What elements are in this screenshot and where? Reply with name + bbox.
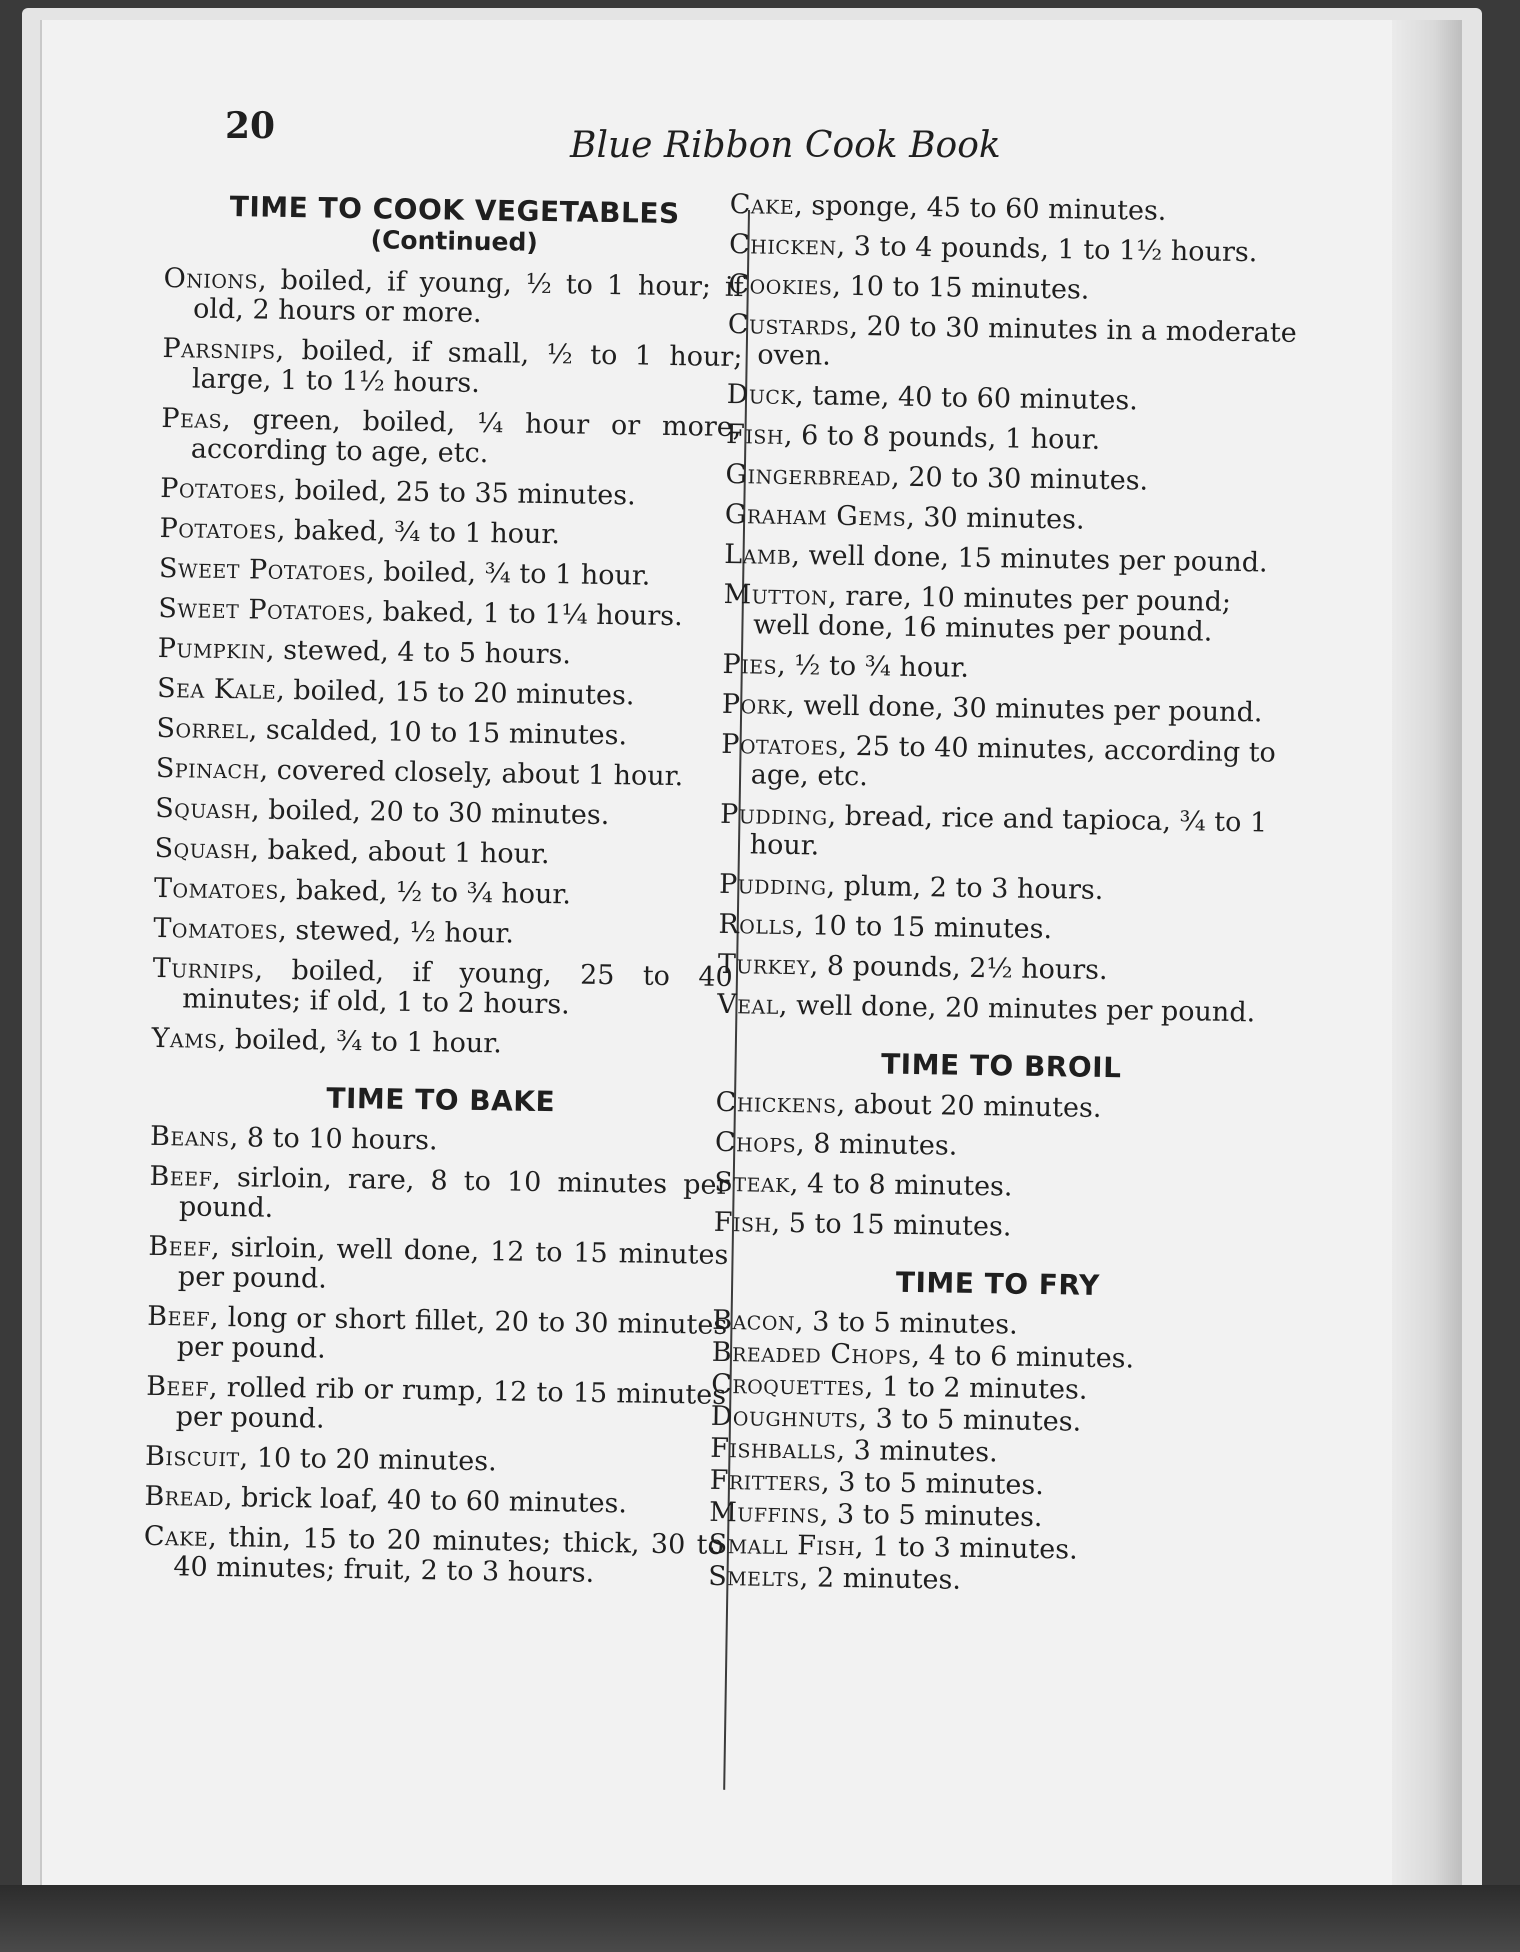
- entry-item-name: Pies: [722, 648, 778, 681]
- page-number: 20: [225, 105, 276, 147]
- entry-item-name: Fish: [713, 1206, 772, 1239]
- entry-item-name: Pumpkin: [157, 632, 267, 666]
- entry-item-name: Tomatoes: [153, 872, 280, 906]
- cooking-time-entry: [717, 990, 1287, 1029]
- entry-item-name: Rolls: [718, 908, 796, 942]
- entry-item-name: Fishballs: [709, 1432, 837, 1466]
- cooking-time-entry: [155, 794, 735, 833]
- entry-item-name: Beef: [145, 1370, 210, 1403]
- entry-item-name: Gingerbread: [725, 458, 892, 493]
- cooking-time-entry: [147, 1302, 728, 1371]
- entry-item-time: , 2 minutes.: [799, 1562, 962, 1596]
- entry-item-name: Graham Gems: [724, 498, 907, 533]
- entry-item-name: Smelts: [707, 1560, 801, 1594]
- entry-item-time: , boiled, 25 to 35 minutes.: [277, 474, 636, 512]
- cooking-time-entry: [163, 264, 744, 333]
- entry-item-name: Parsnips: [162, 332, 276, 366]
- page-header: [225, 105, 1001, 175]
- entry-item-name: Doughnuts: [710, 1400, 859, 1435]
- entry-item-time: , about 20 minutes.: [836, 1088, 1102, 1124]
- page-edge: [1392, 20, 1462, 1885]
- entry-item-name: Bread: [144, 1480, 225, 1514]
- entry-item-time: , sirloin, rare, 8 to 10 minutes per pound.: [178, 1161, 730, 1224]
- entry-item-time: , baked, 1 to 1¼ hours.: [365, 596, 683, 633]
- entry-item-name: Spinach: [155, 752, 260, 786]
- cooking-time-entry: [150, 1122, 730, 1161]
- entry-item-time: , 3 minutes.: [836, 1434, 998, 1469]
- entry-item-name: Cake: [143, 1520, 209, 1553]
- entry-item-name: Beef: [147, 1300, 211, 1333]
- entry-item-time: , 3 to 5 minutes.: [794, 1306, 1018, 1341]
- entry-item-name: Lamb: [724, 538, 792, 572]
- cooking-time-entry: [158, 594, 738, 633]
- entry-item-name: Peas: [161, 402, 223, 435]
- entry-item-time: , stewed, ½ hour.: [278, 914, 515, 950]
- cooking-time-entry: [708, 1562, 1278, 1601]
- cooking-time-entry: [145, 1372, 726, 1441]
- cooking-time-entry: [151, 1024, 731, 1063]
- entry-item-time: , scalded, 10 to 15 minutes.: [248, 714, 628, 752]
- entry-item-time: , well done, 15 minutes per pound.: [791, 540, 1268, 579]
- cooking-time-entry: [160, 474, 740, 513]
- entry-item-name: Pudding: [718, 868, 827, 902]
- entry-item-name: Duck: [726, 378, 796, 412]
- cooking-time-entry: [714, 1168, 1284, 1207]
- entry-item-time: , boiled, if young, 25 to 40 minutes; if old, 1 to 2 hours.: [182, 954, 733, 1021]
- entry-item-time: , 10 to 20 minutes.: [239, 1442, 497, 1478]
- cooking-time-entry: [149, 1162, 730, 1231]
- entry-item-name: Sea Kale: [156, 672, 277, 706]
- cooking-time-entry: [726, 420, 1296, 459]
- entry-item-time: , baked, ¾ to 1 hour.: [276, 514, 561, 551]
- entry-item-name: Chickens: [715, 1086, 837, 1120]
- entry-item-name: Bacon: [711, 1304, 796, 1338]
- entry-item-time: , 20 to 30 minutes in a moderate oven.: [757, 310, 1297, 372]
- entry-item-time: , 8 minutes.: [795, 1128, 958, 1162]
- entry-item-name: Pork: [721, 688, 787, 721]
- cooking-time-entry: [148, 1232, 729, 1301]
- cooking-time-entry: [152, 954, 733, 1023]
- entry-item-name: Yams: [151, 1022, 218, 1055]
- entry-item-time: , stewed, 4 to 5 hours.: [265, 634, 572, 671]
- entry-item-time: , covered closely, about 1 hour.: [259, 754, 684, 793]
- entry-item-time: , boiled, if small, ½ to 1 hour; large, 1 to 1½ hours.: [191, 334, 743, 399]
- entry-item-name: Cookies: [728, 268, 833, 302]
- entry-item-time: , 20 to 30 minutes.: [890, 461, 1149, 497]
- bake-continued-list: [717, 190, 1300, 1029]
- cooking-time-entry: [162, 334, 743, 403]
- entry-item-name: Beef: [148, 1230, 212, 1263]
- entry-item-name: Sorrel: [156, 712, 249, 746]
- fry-heading: TIME TO FRY: [895, 1265, 1101, 1302]
- entry-item-time: , 3 to 5 minutes.: [820, 1466, 1045, 1502]
- cooking-time-entry: [719, 800, 1290, 869]
- entry-item-name: Sweet Potatoes: [158, 552, 367, 588]
- cooking-time-entry: [727, 380, 1297, 419]
- vegetables-subheading: (Continued): [370, 225, 539, 257]
- entry-item-name: Potatoes: [160, 472, 278, 506]
- entry-item-name: Biscuit: [144, 1440, 240, 1474]
- running-title: Blue Ribbon Cook Book: [570, 125, 1001, 166]
- entry-item-time: , sponge, 45 to 60 minutes.: [793, 190, 1167, 227]
- entry-item-time: , rare, 10 minutes per pound; well done, 16 minutes per pound.: [752, 580, 1232, 648]
- entry-item-time: , 4 to 6 minutes.: [911, 1339, 1135, 1375]
- entry-item-name: Potatoes: [721, 728, 839, 762]
- entry-item-time: , bread, rice and tapioca, ¾ to 1 hour.: [749, 800, 1268, 862]
- entry-item-time: , boiled, ¾ to 1 hour.: [217, 1023, 503, 1060]
- entry-item-time: , boiled, if young, ½ to 1 hour; if old, 2 hours or more.: [192, 264, 744, 329]
- entry-item-name: Croquettes: [710, 1368, 866, 1403]
- bake-list: [143, 1122, 730, 1591]
- entry-item-name: Muffins: [708, 1496, 821, 1530]
- entry-item-time: , long or short fillet, 20 to 30 minutes per pound.: [176, 1301, 728, 1365]
- entry-item-time: , boiled, 20 to 30 minutes.: [250, 794, 610, 832]
- entry-item-time: , well done, 30 minutes per pound.: [785, 689, 1263, 729]
- fry-list: [708, 1306, 1282, 1601]
- entry-item-name: Steak: [714, 1166, 791, 1200]
- entry-item-time: , 3 to 5 minutes.: [819, 1498, 1043, 1534]
- cooking-time-entry: [723, 580, 1294, 649]
- entry-item-time: , brick loaf, 40 to 60 minutes.: [223, 1482, 628, 1520]
- entry-item-name: Pudding: [719, 798, 828, 832]
- entry-item-name: Squash: [154, 832, 251, 866]
- entry-item-name: Beans: [149, 1120, 230, 1154]
- cooking-time-entry: [159, 554, 739, 593]
- cooking-time-entry: [715, 1088, 1285, 1127]
- entry-item-time: , sirloin, well done, 12 to 15 minutes per pound.: [177, 1231, 729, 1295]
- entry-item-time: , 8 pounds, 2½ hours.: [809, 950, 1108, 987]
- cooking-time-entry: [144, 1482, 724, 1521]
- cooking-time-entry: [727, 310, 1298, 379]
- entry-item-name: Turkey: [717, 948, 811, 982]
- entry-item-name: Veal: [716, 988, 780, 1021]
- cooking-time-entry: [157, 674, 737, 713]
- entry-item-time: , 4 to 8 minutes.: [789, 1168, 1013, 1203]
- entry-item-time: , plum, 2 to 3 hours.: [826, 870, 1104, 906]
- cooking-time-entry: [719, 870, 1289, 909]
- entry-item-time: , baked, about 1 hour.: [250, 834, 550, 871]
- entry-item-time: , 8 to 10 hours.: [229, 1122, 438, 1157]
- cooking-time-entry: [718, 950, 1288, 989]
- cooking-time-entry: [721, 730, 1292, 799]
- entry-item-name: Tomatoes: [153, 912, 279, 946]
- cooking-time-entry: [156, 754, 736, 793]
- entry-item-name: Custards: [727, 308, 850, 342]
- entry-item-time: , green, boiled, ¼ hour or more, according to age, etc.: [190, 403, 742, 470]
- vegetables-list: [151, 264, 743, 1063]
- scan-background: [0, 1885, 1520, 1952]
- cooking-time-entry: [725, 500, 1295, 539]
- vegetables-heading: TIME TO COOK VEGETABLES: [229, 190, 680, 231]
- entry-item-name: Onions: [163, 262, 259, 296]
- cooking-time-entry: [728, 270, 1298, 309]
- bake-heading: TIME TO BAKE: [326, 1081, 556, 1119]
- entry-item-name: Mutton: [723, 578, 829, 612]
- cooking-time-entry: [154, 874, 734, 913]
- entry-item-name: Beef: [149, 1160, 213, 1193]
- cooking-time-entry: [729, 230, 1299, 269]
- entry-item-time: , 1 to 3 minutes.: [854, 1531, 1078, 1566]
- entry-item-name: Chicken: [728, 228, 837, 262]
- entry-item-time: , baked, ½ to ¾ hour.: [278, 874, 572, 911]
- broil-list: [714, 1088, 1286, 1247]
- entry-item-time: , 25 to 40 minutes, according to age, etc.: [750, 730, 1277, 793]
- cooking-time-entry: [161, 404, 742, 473]
- entry-item-time: , boiled, 15 to 20 minutes.: [275, 674, 635, 712]
- entry-item-name: Turnips: [152, 952, 255, 986]
- entry-item-time: , 10 to 15 minutes.: [832, 270, 1090, 306]
- entry-item-name: Squash: [155, 792, 252, 826]
- entry-item-time: , 6 to 8 pounds, 1 hour.: [783, 419, 1101, 456]
- entry-item-time: , 30 minutes.: [905, 501, 1085, 536]
- entry-item-time: , 1 to 2 minutes.: [864, 1371, 1088, 1406]
- cooking-time-entry: [156, 714, 736, 753]
- cooking-time-entry: [153, 914, 733, 953]
- entry-item-time: , 10 to 15 minutes.: [794, 910, 1053, 946]
- entry-item-time: , well done, 20 minutes per pound.: [778, 989, 1256, 1029]
- entry-item-name: Small Fish: [708, 1528, 856, 1563]
- entry-item-name: Chops: [714, 1126, 797, 1160]
- entry-item-time: , 3 to 5 minutes.: [858, 1403, 1082, 1438]
- cooking-time-entry: [154, 834, 734, 873]
- entry-item-name: Breaded Chops: [711, 1336, 912, 1371]
- cooking-time-entry: [722, 690, 1292, 729]
- cooking-time-entry: [159, 514, 739, 553]
- cooking-time-entry: [715, 1128, 1285, 1167]
- entry-item-time: , 5 to 15 minutes.: [771, 1207, 1012, 1243]
- cooking-time-entry: [714, 1208, 1284, 1247]
- entry-item-name: Potatoes: [159, 512, 278, 546]
- entry-item-name: Sweet Potatoes: [158, 592, 366, 628]
- cooking-time-entry: [158, 634, 738, 673]
- entry-item-time: , ½ to ¾ hour.: [776, 649, 970, 684]
- cooking-time-entry: [143, 1522, 724, 1591]
- cooking-time-entry: [718, 910, 1288, 949]
- entry-item-name: Cake: [729, 189, 795, 222]
- cooking-time-entry: [145, 1442, 725, 1481]
- entry-item-time: , 3 to 4 pounds, 1 to 1½ hours.: [836, 230, 1258, 269]
- entry-item-name: Fritters: [709, 1464, 822, 1498]
- cooking-time-entry: [724, 540, 1294, 579]
- entry-item-time: , boiled, ¾ to 1 hour.: [366, 556, 651, 592]
- cooking-time-entry: [725, 460, 1295, 499]
- entry-item-time: , tame, 40 to 60 minutes.: [794, 380, 1139, 417]
- entry-item-time: , thin, 15 to 20 minutes; thick, 30 to 40 minutes; fruit, 2 to 3 hours.: [173, 1521, 725, 1589]
- entry-item-name: Fish: [725, 418, 785, 451]
- right-column: [708, 190, 1300, 1603]
- entry-item-time: , rolled rib or rump, 12 to 15 minutes per pound.: [175, 1371, 727, 1435]
- cooking-time-entry: [722, 650, 1292, 689]
- left-column: [143, 190, 745, 1601]
- broil-heading: TIME TO BROIL: [880, 1047, 1122, 1085]
